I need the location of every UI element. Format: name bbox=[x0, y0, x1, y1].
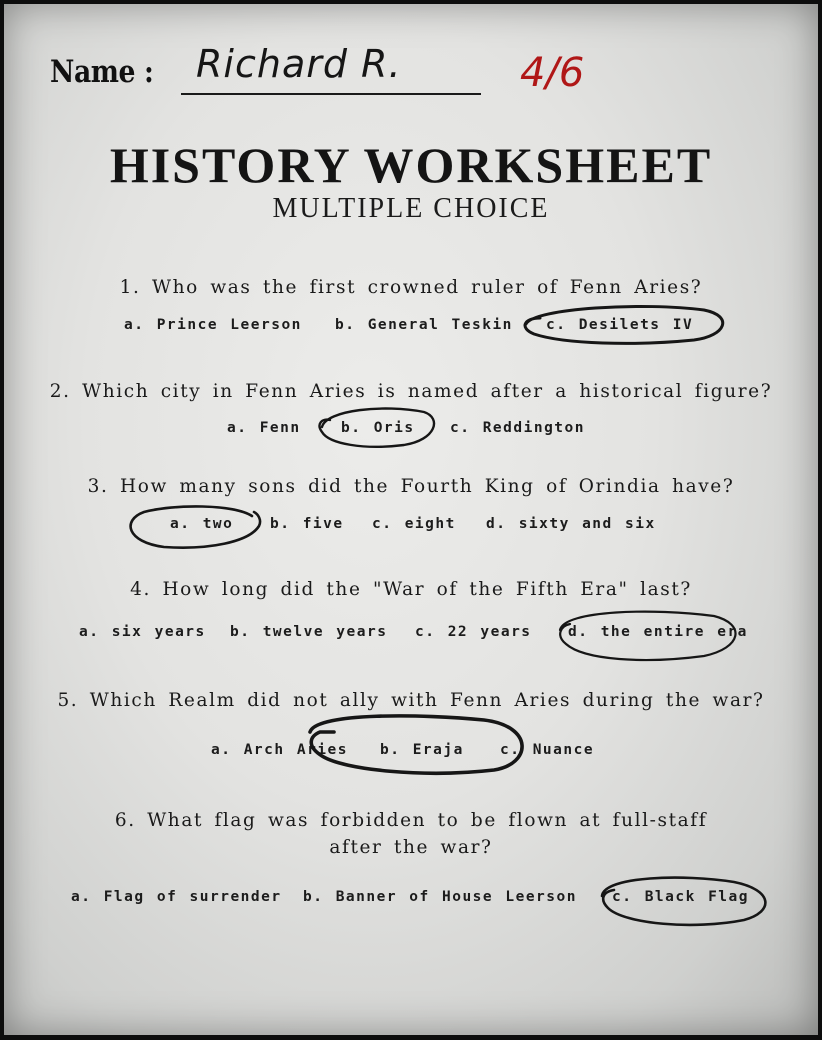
q2-option-b: b. Oris bbox=[341, 420, 415, 436]
q4-option-d: d. the entire era bbox=[568, 624, 748, 640]
q5-option-b: b. Eraja bbox=[380, 742, 464, 758]
q6-option-b: b. Banner of House Leerson bbox=[303, 889, 577, 905]
q3-option-a: a. two bbox=[170, 516, 234, 532]
q6-option-a: a. Flag of surrender bbox=[71, 889, 282, 905]
q6-option-c: c. Black Flag bbox=[612, 889, 749, 905]
q3-option-d: d. sixty and six bbox=[486, 516, 656, 532]
name-label: Name : bbox=[50, 54, 154, 90]
q4-option-b: b. twelve years bbox=[230, 624, 388, 640]
worksheet-title: HISTORY WORKSHEET bbox=[109, 137, 713, 193]
q1-option-c: c. Desilets IV bbox=[546, 317, 694, 333]
q3-option-c: c. eight bbox=[372, 516, 456, 532]
q2-option-c: c. Reddington bbox=[450, 420, 585, 436]
question-4: 4. How long did the "War of the Fifth Era" last? bbox=[130, 579, 692, 600]
q4-option-c: c. 22 years bbox=[415, 624, 532, 640]
q2-option-a: a. Fenn bbox=[227, 420, 301, 436]
student-name-handwriting: Richard R. bbox=[196, 42, 402, 86]
question-1: 1. Who was the first crowned ruler of Fenn Aries? bbox=[119, 277, 703, 298]
q4-option-a: a. six years bbox=[79, 624, 206, 640]
q5-option-c: c. Nuance bbox=[500, 742, 595, 758]
grade-mark: 4/6 bbox=[520, 50, 585, 96]
q5-option-a: a. Arch Aries bbox=[211, 742, 348, 758]
q1-option-b: b. General Teskin bbox=[335, 317, 513, 333]
q3-option-b: b. five bbox=[270, 516, 344, 532]
worksheet-page bbox=[4, 4, 818, 1035]
question-2: 2. Which city in Fenn Aries is named after a historical figure? bbox=[49, 381, 773, 402]
q1-option-a: a. Prince Leerson bbox=[124, 317, 302, 333]
worksheet-subtitle: MULTIPLE CHOICE bbox=[272, 193, 550, 224]
question-5: 5. Which Realm did not ally with Fenn Aries during the war? bbox=[57, 690, 765, 711]
name-underline bbox=[181, 93, 481, 95]
question-6-line-2: after the war? bbox=[329, 837, 493, 858]
question-3: 3. How many sons did the Fourth King of Orindia have? bbox=[87, 476, 735, 497]
question-6-line-1: 6. What flag was forbidden to be flown at full-staff bbox=[114, 810, 708, 831]
